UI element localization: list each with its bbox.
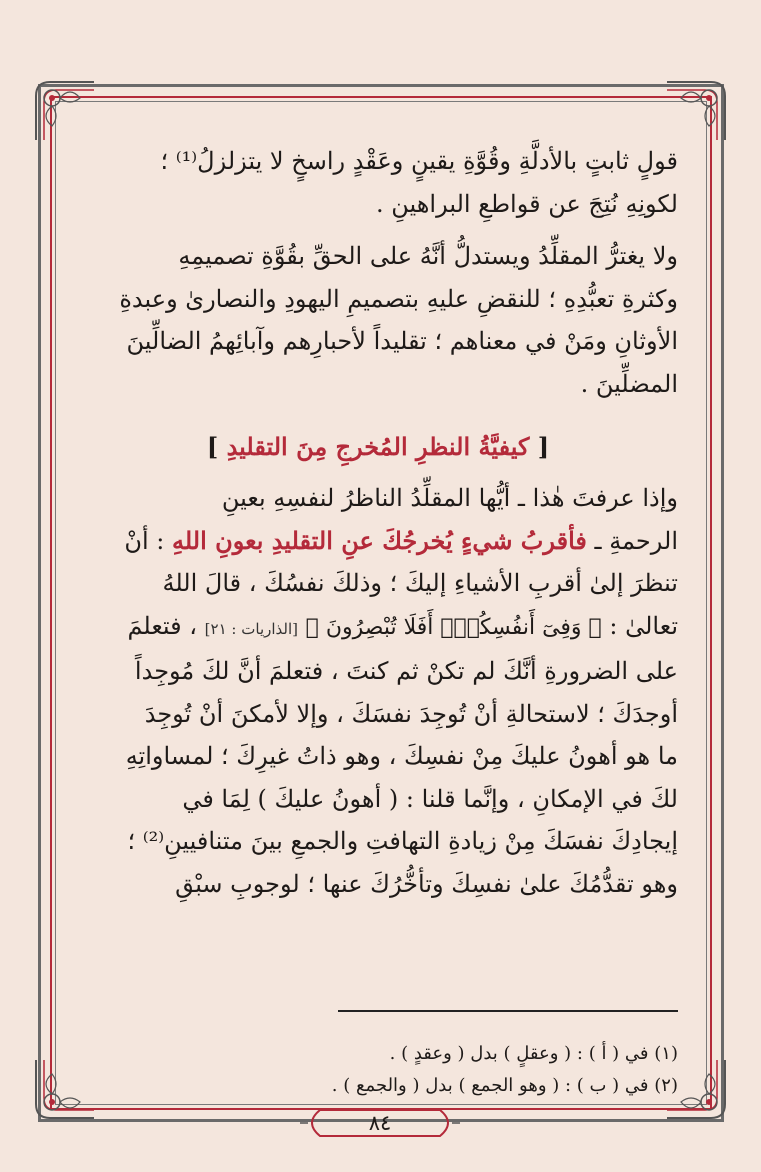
body-line: لكونِهِ نُتِجَ عن قواطعِ البراهينِ . xyxy=(375,189,678,218)
footnote-text: في ( أ ) : ( وعقلٍ ) بدل ( وعقدٍ ) . xyxy=(389,1043,649,1064)
line-segment: : أنْ xyxy=(124,526,165,555)
footnotes xyxy=(78,1038,678,1102)
footnote-text: في ( ب ) : ( وهو الجمع ) بدل ( والجمع ) . xyxy=(331,1075,649,1096)
body-line: وكثرةِ تعبُّدِهِ ؛ للنقضِ عليهِ بتصميمِ اليهودِ والنصارىٰ وعبدةِ xyxy=(119,284,678,313)
body-line: ما هو أهونُ عليكَ مِنْ نفسِكَ ، وهو ذاتُ غيرِكَ ؛ لمساواتِهِ xyxy=(125,742,678,770)
footnote xyxy=(78,1038,678,1070)
line-segment: ، فتعلمَ xyxy=(127,611,198,640)
corner-ornament-icon xyxy=(661,76,731,146)
quran-verse: ﴿ وَفِىٓ أَنفُسِكُمْۚ أَفَلَا تُبْصِرُونَ ﴾ xyxy=(305,614,602,640)
body-line xyxy=(78,605,678,651)
body-line: الأوثانِ ومَنْ في معناهم ؛ تقليداً لأحبارِهم وآبائِهمُ الضالِّينَ xyxy=(126,327,678,355)
line-segment: الرحمةِ ـ xyxy=(594,526,678,555)
footnote-mark: (١) xyxy=(654,1043,678,1064)
page-number-text: ٨٤ xyxy=(368,1111,392,1135)
line-segment: تعالىٰ : xyxy=(609,611,678,640)
body-line: إيجادِكَ نفسَكَ مِنْ زيادةِ التهافتِ والجمعِ بينَ متنافيينِ⁽²⁾ ؛ xyxy=(127,827,678,855)
footnote-rule xyxy=(338,1010,678,1012)
body-line: وهو تقدُّمُكَ علىٰ نفسِكَ وتأخُّرُكَ عنها ؛ لوجوبِ سبْقِ xyxy=(175,869,678,898)
highlight-phrase: فأقربُ شيءٍ يُخرجُكَ عنِ التقليدِ بعونِ اللهِ xyxy=(171,525,587,555)
body-line: لكَ في الإمكانِ ، وإنَّما قلنا : ( أهونُ عليكَ ) لِمَا في xyxy=(182,784,678,813)
body-line xyxy=(78,520,678,563)
body-line: أوجدَكَ ؛ لاستحالةِ أنْ تُوجِدَ نفسَكَ ، وإلا لأمكنَ أنْ تُوجِدَ xyxy=(144,699,678,728)
body-line: قولٍ ثابتٍ بالأدلَّةِ وقُوَّةِ يقينٍ وعَقْدٍ راسخٍ لا يتزلزلُ⁽¹⁾ ؛ xyxy=(160,147,678,175)
corner-ornament-icon xyxy=(30,76,100,146)
footnote xyxy=(78,1070,678,1102)
body-line: على الضرورةِ أنَّكَ لم تكنْ ثم كنتَ ، فتعلمَ أنَّ لكَ مُوجِداً xyxy=(134,657,678,685)
page-number xyxy=(300,1106,460,1140)
body-line: ولا يغترُّ المقلِّدُ ويستدلُّ أنَّهُ على الحقِّ بقُوَّةِ تصميمِهِ xyxy=(178,242,678,270)
heading-bracket-close: ] xyxy=(206,432,219,461)
heading-bracket-open: [ xyxy=(537,432,550,461)
body-line: وإذا عرفتَ هٰذا ـ أيُّها المقلِّدُ الناظرُ لنفسِهِ بعينِ xyxy=(221,484,678,512)
footnote-mark: (٢) xyxy=(654,1075,678,1096)
section-heading xyxy=(78,427,678,467)
quran-reference: [الذاريات : ٢١] xyxy=(204,619,298,638)
heading-text: كيفيَّةُ النظرِ المُخرجِ مِنَ التقليدِ xyxy=(226,432,530,461)
body-line: المضلِّينَ . xyxy=(580,369,678,398)
body-line: تنظرَ إلىٰ أقربِ الأشياءِ إليكَ ؛ وذلكَ نفسُكَ ، قالَ اللهُ xyxy=(162,569,678,597)
page-body xyxy=(78,140,678,905)
